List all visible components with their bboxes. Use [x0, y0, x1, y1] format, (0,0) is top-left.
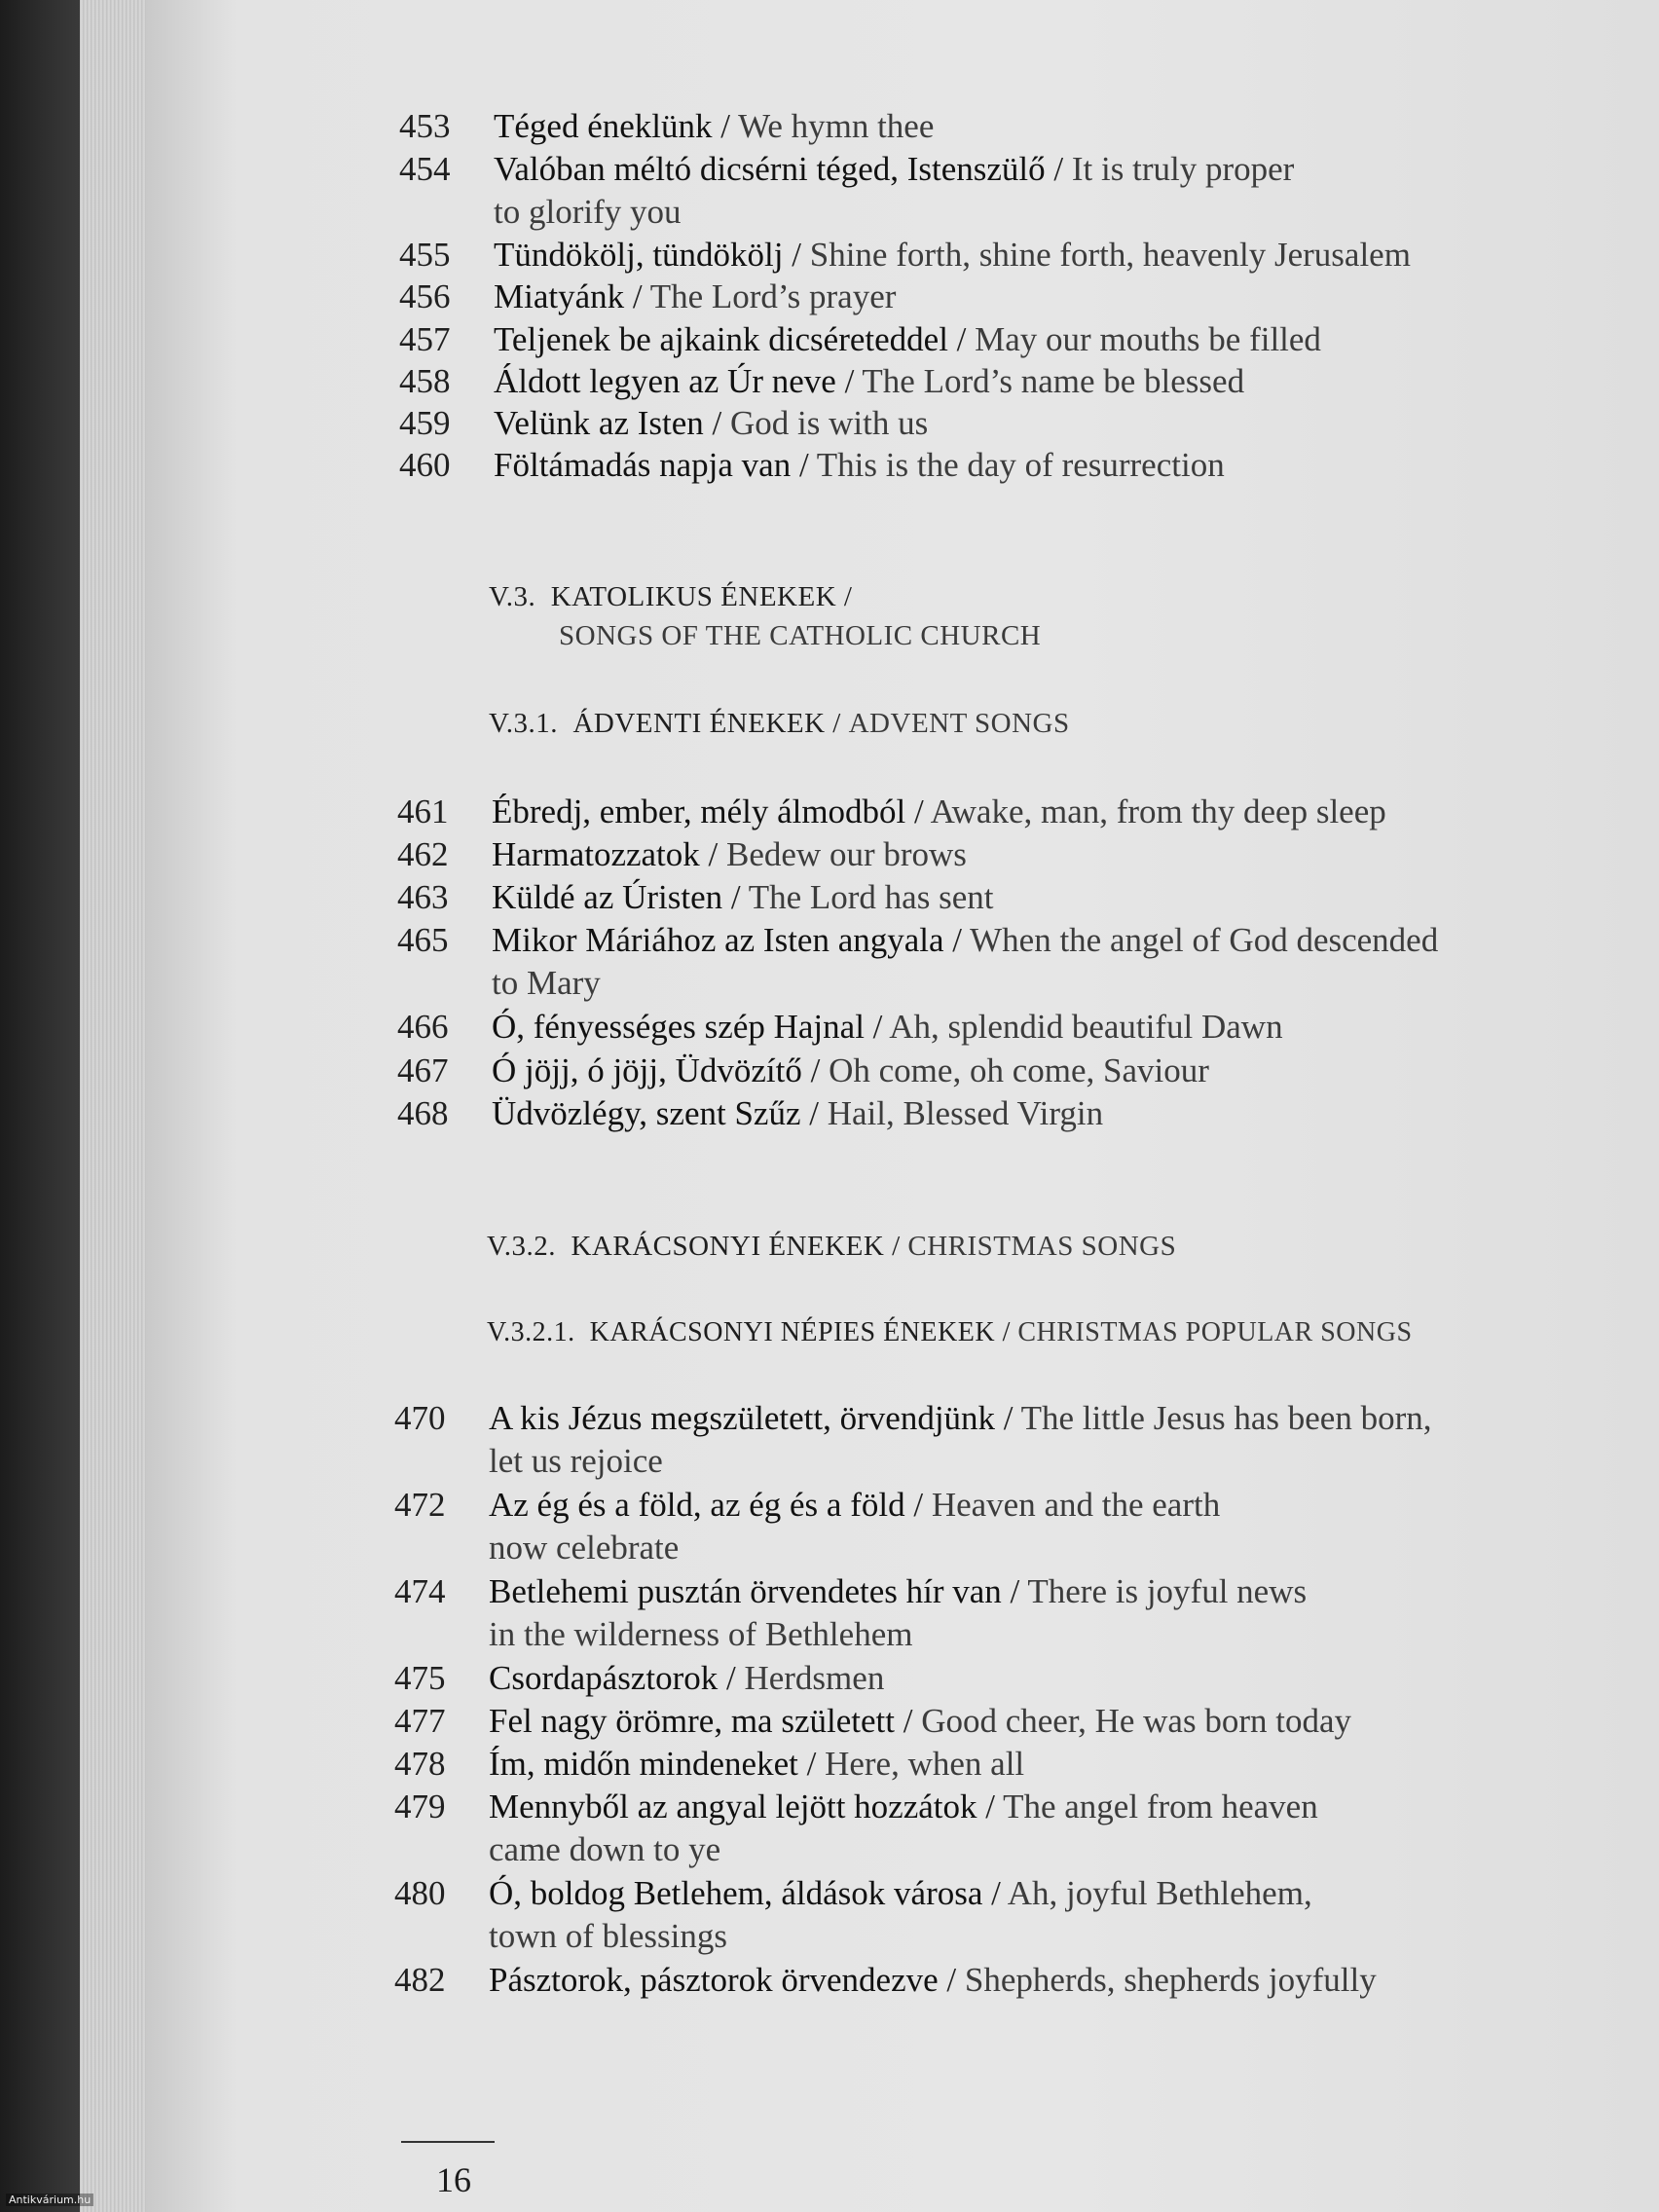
title-separator: / — [703, 404, 730, 442]
hymn-number: 465 — [397, 921, 449, 959]
section-title-hungarian: KARÁCSONYI NÉPIES ÉNEKEK / — [589, 1317, 1011, 1347]
hymn-title-english: It is truly proper — [1071, 150, 1295, 188]
hymn-number: 461 — [397, 793, 449, 830]
hymn-title-english: The angel from heaven — [1003, 1788, 1318, 1825]
hymn-number: 460 — [399, 446, 451, 484]
hymn-title-hungarian: Teljenek be ajkaink dicséreteddel — [494, 320, 948, 358]
hymn-title-hungarian: Téged éneklünk — [494, 107, 713, 145]
hymn-title-hungarian: Velünk az Isten — [494, 404, 704, 442]
title-separator: / — [699, 835, 727, 873]
hymn-number: 455 — [399, 236, 451, 274]
hymn-title-english: The Lord has sent — [748, 878, 994, 916]
book-page — [146, 0, 1659, 2212]
hymn-title-continuation: to Mary — [492, 964, 601, 1002]
section-heading-v32 — [487, 1231, 1176, 1263]
hymn-title-english: Ah, joyful Bethlehem, — [1007, 1874, 1312, 1912]
title-separator: / — [783, 236, 810, 274]
hymn-title-english: Shepherds, shepherds joyfully — [964, 1961, 1377, 1999]
hymn-title-hungarian: Áldott legyen az Úr neve — [494, 362, 836, 400]
title-separator: / — [718, 1659, 745, 1697]
title-separator: / — [800, 1094, 828, 1132]
hymn-title-english: Hail, Blessed Virgin — [827, 1094, 1104, 1132]
hymn-title-english: Good cheer, He was born today — [921, 1702, 1351, 1740]
hymn-title-english: This is the day of resurrection — [816, 446, 1225, 484]
section-title-english: SONGS OF THE CATHOLIC CHURCH — [559, 620, 1042, 651]
title-separator: / — [722, 878, 749, 916]
hymn-number: 468 — [397, 1094, 449, 1132]
hymn-number: 479 — [394, 1788, 446, 1825]
title-separator: / — [797, 1745, 826, 1783]
hymn-number: 459 — [399, 404, 451, 442]
hymn-title-continuation: town of blessings — [489, 1917, 727, 1955]
hymn-title-continuation: in the wilderness of Bethlehem — [489, 1615, 913, 1653]
hymn-title-hungarian: Mennyből az angyal lejött hozzátok — [489, 1788, 977, 1825]
hymn-title-hungarian: Fel nagy örömre, ma született — [489, 1702, 903, 1740]
hymn-title-english: May our mouths be filled — [975, 320, 1321, 358]
title-separator: / — [938, 1961, 965, 1999]
section-title-hungarian: KATOLIKUS ÉNEKEK / — [550, 581, 853, 612]
title-separator: / — [864, 1008, 890, 1046]
hymn-number: 457 — [399, 320, 451, 358]
hymn-title-hungarian: Ó, fényességes szép Hajnal — [492, 1008, 865, 1046]
page-edges — [80, 0, 152, 2212]
hymn-title-english: We hymn thee — [738, 107, 935, 145]
hymn-number: 478 — [394, 1745, 446, 1783]
hymn-number: 482 — [394, 1961, 446, 1999]
title-separator: / — [1001, 1572, 1028, 1610]
hymn-title-english: The Lord’s name be blessed — [862, 362, 1245, 400]
hymn-title-english: Here, when all — [825, 1745, 1025, 1783]
hymn-title-english: The Lord’s prayer — [649, 277, 897, 315]
section-title-english: CHRISTMAS SONGS — [907, 1231, 1177, 1262]
hymn-title-hungarian: Mikor Máriához az Isten angyala — [492, 921, 944, 959]
section-heading-v3 — [489, 581, 852, 613]
hymn-title-hungarian: Tündökölj, tündökölj — [494, 236, 784, 274]
watermark-label: Antikvárium.hu — [6, 2194, 93, 2206]
hymn-number: 477 — [394, 1702, 446, 1740]
hymn-number: 453 — [399, 107, 451, 145]
hymn-title-hungarian: Valóban méltó dicsérni téged, Istenszülő — [494, 150, 1046, 188]
hymn-number: 475 — [394, 1659, 446, 1697]
hymn-title-english: There is joyful news — [1027, 1572, 1308, 1610]
hymn-title-english: Shine forth, shine forth, heavenly Jerusalem — [809, 236, 1411, 274]
hymn-title-hungarian: Ó, boldog Betlehem, áldások városa — [489, 1874, 983, 1912]
hymn-number: 458 — [399, 362, 451, 400]
hymn-title-hungarian: Ím, midőn mindeneket — [489, 1745, 798, 1783]
title-separator: / — [943, 921, 971, 959]
hymn-number: 454 — [399, 150, 451, 188]
hymn-title-hungarian: A kis Jézus megszületett, örvendjünk — [489, 1399, 996, 1437]
section-code: V.3.2. — [487, 1231, 556, 1262]
hymn-title-hungarian: Ó jöjj, ó jöjj, Üdvözítő — [492, 1051, 802, 1089]
hymn-title-hungarian: Betlehemi pusztán örvendetes hír van — [489, 1572, 1002, 1610]
hymn-number: 466 — [397, 1008, 449, 1046]
section-code: V.3.1. — [489, 708, 558, 739]
section-heading-v321 — [487, 1317, 1413, 1348]
hymn-title-english: When the angel of God descended — [970, 921, 1439, 959]
hymn-title-english: Awake, man, from thy deep sleep — [930, 793, 1386, 830]
hymn-title-hungarian: Csordapásztorok — [489, 1659, 719, 1697]
hymn-title-english: Heaven and the earth — [931, 1486, 1221, 1524]
section-code: V.3.2.1. — [487, 1317, 575, 1347]
hymn-title-english: Herdsmen — [744, 1659, 885, 1697]
hymn-title-english: Bedew our brows — [726, 835, 967, 873]
hymn-number: 474 — [394, 1572, 446, 1610]
title-separator: / — [982, 1874, 1008, 1912]
hymn-title-english: The little Jesus has been born, — [1020, 1399, 1432, 1437]
title-separator: / — [977, 1788, 1004, 1825]
hymn-number: 470 — [394, 1399, 446, 1437]
section-title-english: CHRISTMAS POPULAR SONGS — [1017, 1317, 1413, 1347]
hymn-title-hungarian: Pásztorok, pásztorok örvendezve — [489, 1961, 939, 1999]
title-separator: / — [995, 1399, 1021, 1437]
hymn-title-hungarian: Üdvözlégy, szent Szűz — [492, 1094, 801, 1132]
hymn-title-hungarian: Föltámadás napja van — [494, 446, 792, 484]
hymn-number: 456 — [399, 277, 451, 315]
hymn-title-hungarian: Az ég és a föld, az ég és a föld — [489, 1486, 905, 1524]
page-number: 16 — [436, 2160, 471, 2199]
hymn-title-hungarian: Ébredj, ember, mély álmodból — [492, 793, 906, 830]
hymn-title-continuation: came down to ye — [489, 1830, 721, 1868]
hymn-title-continuation: to glorify you — [494, 193, 682, 231]
section-heading-v3-english — [559, 620, 1041, 652]
hymn-number: 480 — [394, 1874, 446, 1912]
section-title-hungarian: ÁDVENTI ÉNEKEK / — [572, 708, 841, 739]
hymn-number: 472 — [394, 1486, 446, 1524]
title-separator: / — [712, 107, 739, 145]
title-separator: / — [1045, 150, 1072, 188]
hymn-title-continuation: now celebrate — [489, 1529, 680, 1567]
hymn-number: 463 — [397, 878, 449, 916]
book-spine-shadow — [0, 0, 80, 2212]
section-heading-v31 — [489, 708, 1070, 740]
footer-rule — [401, 2141, 495, 2143]
title-separator: / — [905, 793, 931, 830]
title-separator: / — [801, 1051, 830, 1089]
hymn-title-hungarian: Harmatozzatok — [492, 835, 700, 873]
hymn-title-english: Ah, splendid beautiful Dawn — [889, 1008, 1283, 1046]
section-title-hungarian: KARÁCSONYI ÉNEKEK / — [571, 1231, 901, 1262]
hymn-title-hungarian: Küldé az Úristen — [492, 878, 723, 916]
title-separator: / — [947, 320, 976, 358]
hymn-number: 462 — [397, 835, 449, 873]
hymn-title-english: Oh come, oh come, Saviour — [829, 1051, 1209, 1089]
section-title-english: ADVENT SONGS — [848, 708, 1070, 739]
title-separator: / — [835, 362, 863, 400]
title-separator: / — [904, 1486, 932, 1524]
title-separator: / — [791, 446, 817, 484]
section-code: V.3. — [489, 581, 536, 612]
hymn-title-hungarian: Miatyánk — [494, 277, 625, 315]
hymn-title-english: God is with us — [730, 404, 929, 442]
hymn-title-continuation: let us rejoice — [489, 1442, 663, 1480]
title-separator: / — [903, 1702, 922, 1740]
title-separator: / — [624, 277, 650, 315]
hymn-number: 467 — [397, 1051, 449, 1089]
